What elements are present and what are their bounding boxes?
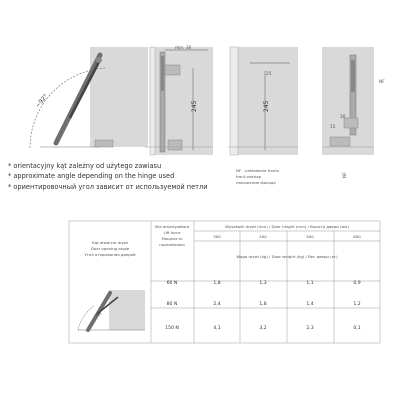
weight-header: Waga drzwi (kg) / Door weight (kg) / Вес двери (кг)	[236, 254, 338, 259]
hinge-block-4	[330, 137, 350, 146]
col0-header-pl: Kąt otwarcia drzwi	[92, 240, 128, 245]
dim-label-min: min. 30	[175, 46, 192, 51]
note-line-pl: * orientacyjny kąt zależny od użytego zawiasu	[8, 162, 162, 170]
row3-v300: 4,1	[213, 326, 221, 331]
lower-bracket-2	[168, 140, 182, 150]
height-500: 500	[306, 234, 314, 239]
dim-label-15: 15	[330, 125, 336, 130]
strut-pivot	[96, 57, 102, 63]
diagram-front-overlap	[228, 47, 298, 185]
notes-block	[8, 162, 208, 191]
row2-v500: 1,4	[306, 302, 314, 307]
door-edge-3	[230, 47, 238, 155]
row3-force: 150 N	[165, 326, 179, 331]
height-300: 300	[213, 234, 221, 239]
nf-legend-line3: наложение фасада	[236, 180, 276, 185]
col1-header-en: Lift force	[163, 230, 181, 235]
upper-bracket-4	[344, 118, 358, 128]
height-600: 600	[353, 234, 361, 239]
row3-v500: 2,3	[306, 326, 314, 331]
dim-label-245-2: 245	[191, 100, 198, 112]
row2-force: 80 N	[166, 302, 178, 307]
row1-v300: 1,8	[213, 281, 221, 286]
col1-header-ru2: подъемника	[159, 242, 185, 247]
nf-legend-line2: front overlap	[236, 174, 262, 179]
col0-header-ru: Угол открывания дверей	[84, 252, 136, 257]
diagram-hinge-nf	[322, 47, 385, 178]
dim-label-245-3: 245	[263, 100, 270, 112]
col1-header-pl: Siła amortyzatora	[154, 224, 190, 229]
diagram-mounting-height	[145, 45, 213, 155]
row2-v600: 1,2	[353, 302, 361, 307]
nf-label-bottom: NF	[343, 172, 348, 178]
nf-legend-line1: NF - nakładanie frontu	[236, 168, 280, 173]
hinge-block	[95, 140, 113, 147]
note-line-en: * approximate angle depending on the hinge used	[8, 172, 175, 180]
row1-v600: 0,9	[353, 281, 361, 286]
col1-header-ru: Мощность	[161, 236, 183, 241]
upper-bracket-2	[165, 65, 180, 75]
nf-label-right: NF	[379, 80, 385, 85]
note-line-ru: * ориентировочный угол зависит от используемой петли	[8, 183, 208, 191]
angle-label-bottom: 45°	[95, 312, 102, 317]
diagram-side-view-angle	[30, 47, 148, 148]
row2-v400: 1,8	[259, 302, 267, 307]
row1-force: 60 N	[166, 281, 178, 286]
col0-header-en: Door opening angle	[90, 246, 130, 251]
height-400: 400	[259, 234, 267, 239]
door-edge-2	[150, 47, 155, 155]
row3-v600: 0,1	[353, 326, 361, 331]
height-header: Wysokość drzwi (mm) / Door height (mm) / Высота двери (мм)	[225, 224, 349, 229]
row3-v400: 3,2	[259, 326, 267, 331]
strut-rod-2	[161, 56, 164, 91]
dim-label-25: 25	[266, 72, 272, 77]
row2-v300: 2,4	[213, 302, 221, 307]
row1-v500: 1,1	[306, 281, 314, 286]
angle-label-top: ~92°	[34, 92, 50, 110]
door-weight-table	[69, 221, 380, 343]
mini-cabinet	[109, 290, 145, 330]
dim-label-30: 30	[340, 115, 346, 120]
table-door-illustration	[78, 290, 145, 330]
strut-rod-4	[351, 60, 355, 92]
row1-v400: 1,3	[259, 281, 267, 286]
